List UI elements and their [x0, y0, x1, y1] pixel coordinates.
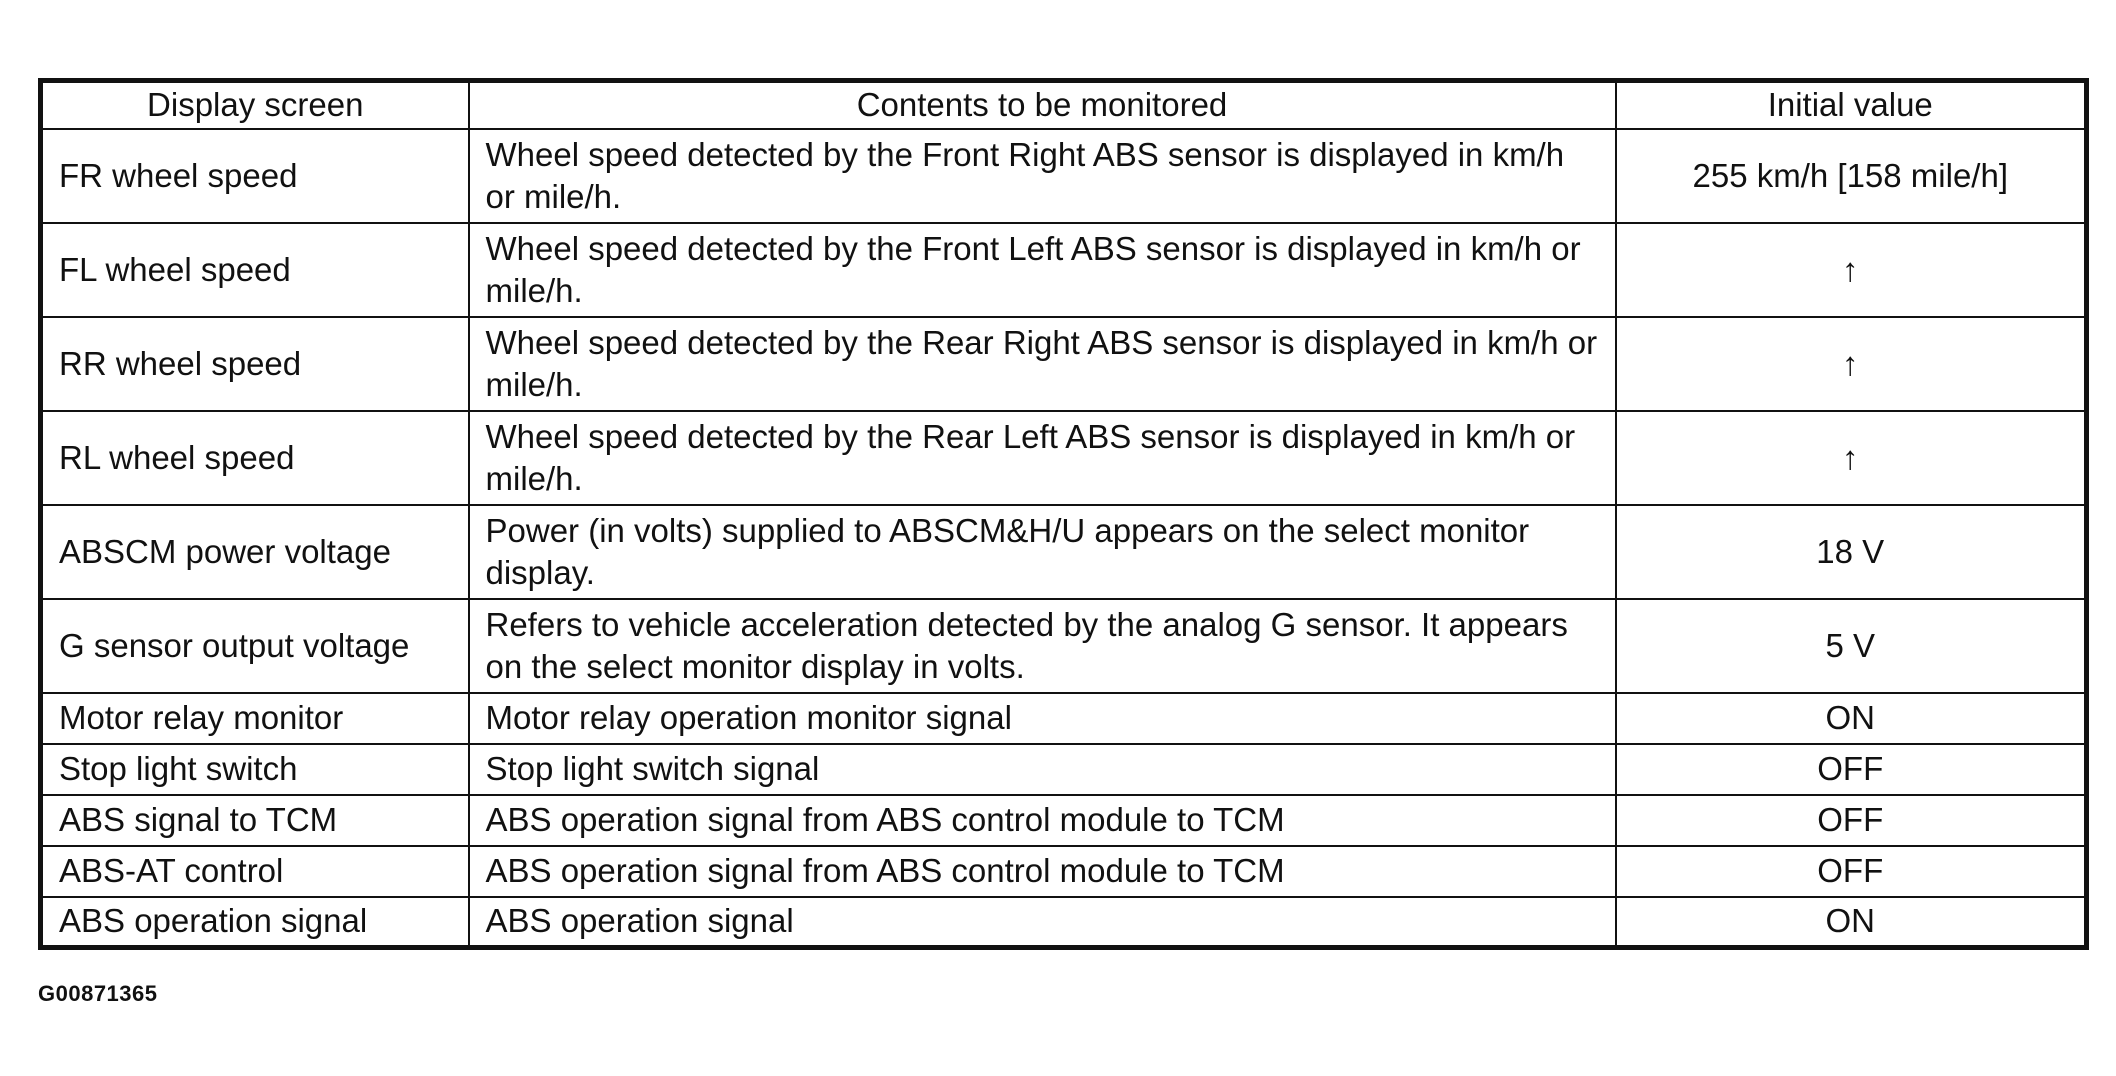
- initial-value-cell: ON: [1616, 897, 2087, 948]
- initial-value-cell: ON: [1616, 693, 2087, 744]
- display-screen-cell: Stop light switch: [41, 744, 469, 795]
- table-row: [41, 897, 2087, 948]
- contents-cell: Wheel speed detected by the Front Left ABS sensor is displayed in km/h or mile/h.: [469, 223, 1616, 317]
- contents-cell: ABS operation signal: [469, 897, 1616, 948]
- initial-value-cell: ↑: [1616, 411, 2087, 505]
- header-display-screen: Display screen: [41, 81, 469, 129]
- display-screen-cell: FL wheel speed: [41, 223, 469, 317]
- initial-value-cell: ↑: [1616, 317, 2087, 411]
- table-row: [41, 744, 2087, 795]
- monitor-items-table: [38, 78, 2089, 950]
- display-screen-cell: ABS operation signal: [41, 897, 469, 948]
- table-row: [41, 411, 2087, 505]
- header-initial-value: Initial value: [1616, 81, 2087, 129]
- display-screen-cell: ABSCM power voltage: [41, 505, 469, 599]
- initial-value-cell: OFF: [1616, 795, 2087, 846]
- contents-cell: ABS operation signal from ABS control module to TCM: [469, 846, 1616, 897]
- table-header-row: [41, 81, 2087, 129]
- initial-value-cell: OFF: [1616, 846, 2087, 897]
- contents-cell: Wheel speed detected by the Rear Left ABS sensor is displayed in km/h or mile/h.: [469, 411, 1616, 505]
- contents-cell: ABS operation signal from ABS control module to TCM: [469, 795, 1616, 846]
- display-screen-cell: FR wheel speed: [41, 129, 469, 223]
- display-screen-cell: ABS-AT control: [41, 846, 469, 897]
- contents-cell: Motor relay operation monitor signal: [469, 693, 1616, 744]
- initial-value-cell: 18 V: [1616, 505, 2087, 599]
- table-row: [41, 795, 2087, 846]
- contents-cell: Wheel speed detected by the Rear Right ABS sensor is displayed in km/h or mile/h.: [469, 317, 1616, 411]
- initial-value-cell: ↑: [1616, 223, 2087, 317]
- table-row: [41, 846, 2087, 897]
- table-row: [41, 599, 2087, 693]
- contents-cell: Stop light switch signal: [469, 744, 1616, 795]
- table-row: [41, 129, 2087, 223]
- initial-value-cell: OFF: [1616, 744, 2087, 795]
- display-screen-cell: G sensor output voltage: [41, 599, 469, 693]
- table-row: [41, 223, 2087, 317]
- table-row: [41, 505, 2087, 599]
- header-contents-monitored: Contents to be monitored: [469, 81, 1616, 129]
- contents-cell: Wheel speed detected by the Front Right ABS sensor is displayed in km/h or mile/h.: [469, 129, 1616, 223]
- contents-cell: Power (in volts) supplied to ABSCM&H/U appears on the select monitor display.: [469, 505, 1616, 599]
- display-screen-cell: Motor relay monitor: [41, 693, 469, 744]
- display-screen-cell: RL wheel speed: [41, 411, 469, 505]
- display-screen-cell: RR wheel speed: [41, 317, 469, 411]
- display-screen-cell: ABS signal to TCM: [41, 795, 469, 846]
- figure-id-label: G00871365: [38, 981, 158, 1006]
- initial-value-cell: 255 km/h [158 mile/h]: [1616, 129, 2087, 223]
- initial-value-cell: 5 V: [1616, 599, 2087, 693]
- table-row: [41, 693, 2087, 744]
- table-row: [41, 317, 2087, 411]
- contents-cell: Refers to vehicle acceleration detected by the analog G sensor. It appears on the select monitor display in volts.: [469, 599, 1616, 693]
